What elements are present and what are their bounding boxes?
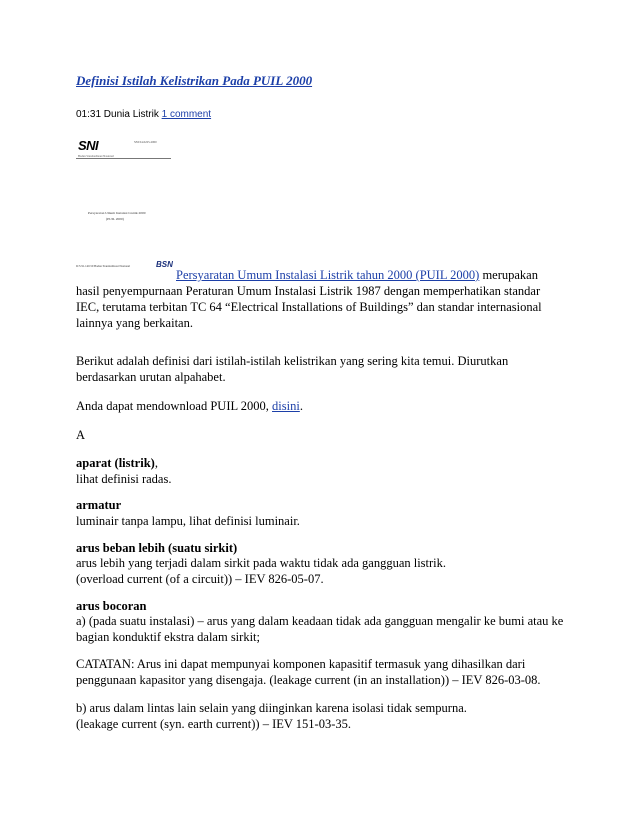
cover-title: Persyaratan Umum Instalasi Listrik 2000 [88, 211, 146, 215]
intro-line-2: hasil penyempurnaan Peraturan Umum Instalasi Listrik 1987 dengan memperhatikan standar [76, 284, 541, 298]
armatur-term: armatur [76, 498, 122, 512]
cover-publisher: Badan Standardisasi Nasional [78, 154, 114, 158]
entry-arus-bocor-a-2: bagian konduktif ekstra dalam sirkit; [76, 630, 260, 644]
cover-code: SNI 04-0225-2000 [134, 140, 157, 144]
comments-link[interactable]: 1 comment [161, 109, 212, 120]
entry-arus-beban-def-1: arus lebih yang terjadi dalam sirkit pada waktu tidak ada gangguan listrik. [76, 556, 447, 570]
post-time-author: 01:31 Dunia Listrik [76, 109, 159, 120]
aparat-comma: , [154, 456, 158, 470]
arus-beban-term: arus beban lebih (suatu sirkit) [76, 541, 238, 555]
para2-line-1: Berikut adalah definisi dari istilah-istilah kelistrikan yang sering kita temui. Diurutkan [76, 354, 509, 368]
cover-footer: ICS 91.140.50 Badan Standardisasi Nasional [76, 264, 130, 268]
bsn-logo: BSN [156, 260, 173, 269]
entry-arus-bocor-b-1: b) arus dalam lintas lain selain yang diinginkan karena isolasi tidak sempurna. [76, 701, 467, 715]
entry-arus-bocor-a-1: a) (pada suatu instalasi) – arus yang dalam keadaan tidak ada gangguan mengalir ke bumi atau ke [76, 614, 564, 628]
section-letter: A [76, 428, 86, 442]
download-end: . [299, 399, 303, 413]
sni-logo: SNI [78, 138, 99, 153]
arus-bocor-term: arus bocoran [76, 599, 147, 613]
download-line [76, 398, 303, 415]
intro-line-4: lainnya yang berkaitan. [76, 316, 193, 330]
cover-subtitle: (PUIL 2000) [106, 217, 124, 221]
entry-armatur-term [76, 497, 121, 514]
post-meta [76, 109, 211, 120]
post-title[interactable]: Definisi Istilah Kelistrikan Pada PUIL 2000 [76, 73, 313, 88]
puil-link[interactable]: Persyaratan Umum Instalasi Listrik tahun 2000 (PUIL 2000) [176, 268, 480, 282]
download-link[interactable]: disini [272, 399, 300, 413]
entry-armatur-def: luminair tanpa lampu, lihat definisi luminair. [76, 514, 300, 528]
entry-aparat-def: lihat definisi radas. [76, 472, 172, 486]
intro-text: merupakan [479, 268, 538, 282]
catatan-line-1: CATATAN: Arus ini dapat mempunyai komponen kapasitif termasuk yang dihasilkan dari [76, 657, 526, 671]
entry-arus-bocor-b-2: (leakage current (syn. earth current)) – IEV 151-03-35. [76, 717, 351, 731]
para2-line-2: berdasarkan urutan alpahabet. [76, 370, 226, 384]
download-text: Anda dapat mendownload PUIL 2000, [76, 399, 273, 413]
aparat-term: aparat (listrik) [76, 456, 155, 470]
entry-arus-beban-def-2: (overload current (of a circuit)) – IEV 826-05-07. [76, 572, 324, 586]
intro-line-3: IEC, terutama terbitan TC 64 “Electrical Installations of Buildings” dan standar internasional [76, 300, 542, 314]
catatan-line-2: penggunaan kapasitor yang disengaja. (leakage current (in an installation)) – IEV 826-03-08. [76, 673, 541, 687]
cover-divider [76, 158, 171, 159]
entry-aparat-term [76, 455, 158, 472]
intro-line-1 [176, 267, 538, 284]
puil-cover-image [76, 136, 176, 272]
